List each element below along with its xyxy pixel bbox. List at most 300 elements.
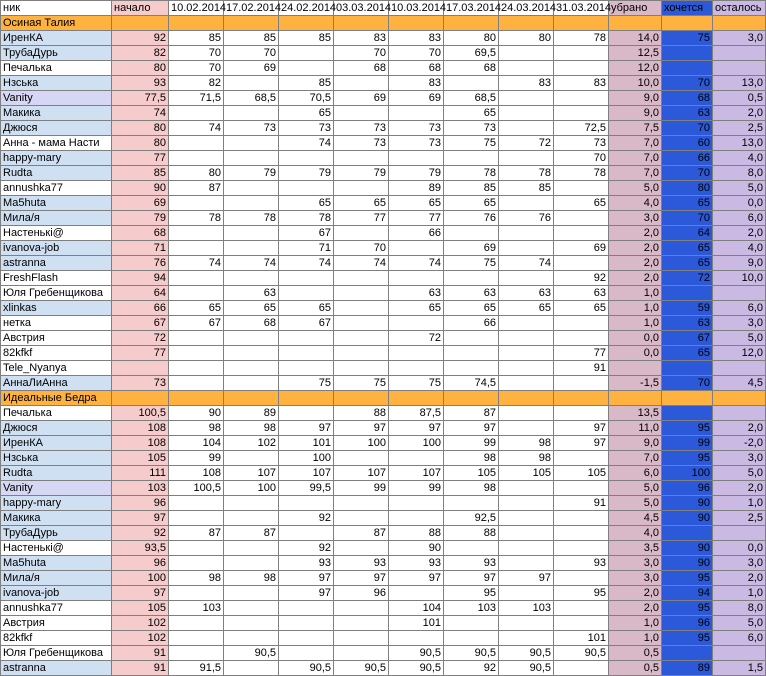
date-cell[interactable]: 90,5 — [279, 661, 334, 676]
date-cell[interactable]: 67 — [169, 316, 224, 331]
date-cell[interactable] — [444, 496, 499, 511]
date-cell[interactable]: 78 — [554, 166, 609, 181]
date-cell[interactable]: 96 — [334, 586, 389, 601]
date-cell[interactable]: 83 — [334, 31, 389, 46]
name-cell[interactable]: annushka77 — [1, 181, 112, 196]
date-cell[interactable]: 78 — [224, 211, 279, 226]
want-cell[interactable]: 70 — [662, 166, 713, 181]
date-cell[interactable]: 73 — [224, 121, 279, 136]
date-cell[interactable]: 65 — [389, 196, 444, 211]
left-cell[interactable]: 6,0 — [713, 211, 766, 226]
date-cell[interactable] — [224, 451, 279, 466]
date-cell[interactable] — [334, 316, 389, 331]
date-cell[interactable]: 71 — [279, 241, 334, 256]
date-cell[interactable]: 105 — [499, 466, 554, 481]
date-cell[interactable] — [224, 271, 279, 286]
date-cell[interactable]: 88 — [389, 526, 444, 541]
header-cell-date[interactable]: 24.02.2014 — [279, 1, 334, 16]
name-cell[interactable]: ИренКА — [1, 31, 112, 46]
date-cell[interactable] — [169, 541, 224, 556]
date-cell[interactable]: 93 — [444, 556, 499, 571]
left-cell[interactable]: 1,0 — [713, 496, 766, 511]
date-cell[interactable]: 99,5 — [279, 481, 334, 496]
date-cell[interactable]: 93 — [334, 556, 389, 571]
date-cell[interactable]: 65 — [554, 196, 609, 211]
date-cell[interactable]: 65 — [169, 301, 224, 316]
date-cell[interactable]: 98 — [224, 571, 279, 586]
date-cell[interactable]: 99 — [444, 436, 499, 451]
name-cell[interactable]: astranna — [1, 661, 112, 676]
date-cell[interactable]: 97 — [334, 421, 389, 436]
date-cell[interactable]: 70 — [334, 46, 389, 61]
start-cell[interactable]: 90 — [112, 181, 169, 196]
start-cell[interactable]: 91 — [112, 646, 169, 661]
date-cell[interactable]: 72 — [389, 331, 444, 346]
left-cell[interactable] — [713, 406, 766, 421]
date-cell[interactable] — [389, 511, 444, 526]
date-cell[interactable] — [279, 616, 334, 631]
date-cell[interactable] — [499, 631, 554, 646]
date-cell[interactable] — [334, 106, 389, 121]
date-cell[interactable] — [389, 451, 444, 466]
want-cell[interactable]: 99 — [662, 436, 713, 451]
want-cell[interactable]: 65 — [662, 256, 713, 271]
header-cell-left[interactable]: осталось — [713, 1, 766, 16]
start-cell[interactable]: 79 — [112, 211, 169, 226]
name-cell[interactable]: Макика — [1, 106, 112, 121]
date-cell[interactable] — [499, 61, 554, 76]
date-cell[interactable]: 87 — [444, 406, 499, 421]
date-cell[interactable]: 75 — [279, 376, 334, 391]
header-cell-date[interactable]: 17.02.2014 — [224, 1, 279, 16]
date-cell[interactable]: 75 — [444, 136, 499, 151]
left-cell[interactable]: 8,0 — [713, 166, 766, 181]
removed-cell[interactable]: 2,0 — [609, 271, 662, 286]
date-cell[interactable] — [389, 631, 444, 646]
left-cell[interactable]: 3,0 — [713, 31, 766, 46]
date-cell[interactable]: 74 — [279, 256, 334, 271]
name-cell[interactable]: Анна - мама Насти — [1, 136, 112, 151]
removed-cell[interactable]: 1,0 — [609, 616, 662, 631]
date-cell[interactable]: 90 — [169, 406, 224, 421]
date-cell[interactable] — [499, 496, 554, 511]
date-cell[interactable]: 97 — [279, 571, 334, 586]
date-cell[interactable] — [169, 361, 224, 376]
date-cell[interactable]: 88 — [334, 406, 389, 421]
date-cell[interactable] — [279, 61, 334, 76]
date-cell[interactable]: 99 — [334, 481, 389, 496]
date-cell[interactable] — [224, 346, 279, 361]
left-cell[interactable]: 3,0 — [713, 316, 766, 331]
name-cell[interactable]: Настенькi@ — [1, 226, 112, 241]
date-cell[interactable] — [279, 406, 334, 421]
removed-cell[interactable]: 4,0 — [609, 526, 662, 541]
date-cell[interactable] — [224, 616, 279, 631]
date-cell[interactable] — [444, 631, 499, 646]
date-cell[interactable]: 87,5 — [389, 406, 444, 421]
date-cell[interactable]: 73 — [279, 121, 334, 136]
want-cell[interactable]: 65 — [662, 196, 713, 211]
date-cell[interactable] — [554, 331, 609, 346]
date-cell[interactable] — [499, 226, 554, 241]
name-cell[interactable]: annushka77 — [1, 601, 112, 616]
date-cell[interactable] — [224, 331, 279, 346]
date-cell[interactable]: 83 — [389, 76, 444, 91]
date-cell[interactable] — [334, 271, 389, 286]
date-cell[interactable]: 91 — [554, 496, 609, 511]
want-cell[interactable]: 63 — [662, 106, 713, 121]
date-cell[interactable]: 65 — [334, 196, 389, 211]
left-cell[interactable]: 13,0 — [713, 136, 766, 151]
date-cell[interactable] — [224, 226, 279, 241]
date-cell[interactable]: 90,5 — [224, 646, 279, 661]
date-cell[interactable] — [499, 46, 554, 61]
date-cell[interactable] — [224, 76, 279, 91]
date-cell[interactable] — [554, 181, 609, 196]
date-cell[interactable]: 90,5 — [554, 646, 609, 661]
date-cell[interactable]: 72,5 — [554, 121, 609, 136]
name-cell[interactable]: Vanity — [1, 481, 112, 496]
date-cell[interactable] — [334, 541, 389, 556]
date-cell[interactable]: 70 — [554, 151, 609, 166]
date-cell[interactable]: 90,5 — [444, 646, 499, 661]
date-cell[interactable]: 95 — [554, 586, 609, 601]
left-cell[interactable] — [713, 361, 766, 376]
removed-cell[interactable]: 6,0 — [609, 466, 662, 481]
start-cell[interactable]: 80 — [112, 121, 169, 136]
date-cell[interactable]: 77 — [334, 211, 389, 226]
want-cell[interactable] — [662, 286, 713, 301]
date-cell[interactable]: 73 — [334, 121, 389, 136]
date-cell[interactable] — [389, 496, 444, 511]
name-cell[interactable]: Печалька — [1, 406, 112, 421]
want-cell[interactable]: 80 — [662, 181, 713, 196]
date-cell[interactable] — [554, 46, 609, 61]
start-cell[interactable]: 100 — [112, 571, 169, 586]
date-cell[interactable] — [279, 346, 334, 361]
date-cell[interactable] — [279, 331, 334, 346]
start-cell[interactable]: 66 — [112, 301, 169, 316]
want-cell[interactable]: 96 — [662, 481, 713, 496]
left-cell[interactable]: 2,0 — [713, 421, 766, 436]
name-cell[interactable]: нетка — [1, 316, 112, 331]
date-cell[interactable]: 107 — [279, 466, 334, 481]
date-cell[interactable] — [334, 301, 389, 316]
removed-cell[interactable]: 3,0 — [609, 571, 662, 586]
date-cell[interactable] — [389, 151, 444, 166]
removed-cell[interactable] — [609, 361, 662, 376]
date-cell[interactable]: 87 — [224, 526, 279, 541]
date-cell[interactable] — [389, 106, 444, 121]
want-cell[interactable]: 64 — [662, 226, 713, 241]
date-cell[interactable]: 63 — [499, 286, 554, 301]
date-cell[interactable] — [279, 286, 334, 301]
start-cell[interactable]: 80 — [112, 61, 169, 76]
date-cell[interactable]: 91 — [554, 361, 609, 376]
header-cell-date[interactable]: 03.03.2014 — [334, 1, 389, 16]
want-cell[interactable]: 95 — [662, 571, 713, 586]
start-cell[interactable]: 74 — [112, 106, 169, 121]
left-cell[interactable] — [713, 646, 766, 661]
date-cell[interactable]: 107 — [389, 466, 444, 481]
date-cell[interactable]: 65 — [279, 301, 334, 316]
date-cell[interactable]: 103 — [499, 601, 554, 616]
date-cell[interactable]: 77 — [389, 211, 444, 226]
date-cell[interactable] — [224, 136, 279, 151]
date-cell[interactable]: 85 — [279, 76, 334, 91]
date-cell[interactable]: 68,5 — [224, 91, 279, 106]
start-cell[interactable]: 91 — [112, 661, 169, 676]
date-cell[interactable] — [444, 76, 499, 91]
want-cell[interactable]: 90 — [662, 496, 713, 511]
date-cell[interactable]: 91,5 — [169, 661, 224, 676]
date-cell[interactable]: 77 — [554, 346, 609, 361]
name-cell[interactable]: Мила/я — [1, 571, 112, 586]
date-cell[interactable] — [224, 106, 279, 121]
date-cell[interactable] — [224, 496, 279, 511]
date-cell[interactable] — [279, 526, 334, 541]
date-cell[interactable]: 92 — [444, 661, 499, 676]
date-cell[interactable] — [279, 181, 334, 196]
start-cell[interactable]: 94 — [112, 271, 169, 286]
start-cell[interactable]: 76 — [112, 256, 169, 271]
date-cell[interactable] — [169, 511, 224, 526]
date-cell[interactable]: 66 — [389, 226, 444, 241]
removed-cell[interactable]: 0,5 — [609, 646, 662, 661]
left-cell[interactable]: 6,0 — [713, 631, 766, 646]
date-cell[interactable]: 95 — [444, 586, 499, 601]
date-cell[interactable]: 99 — [389, 481, 444, 496]
date-cell[interactable]: 98 — [444, 481, 499, 496]
date-cell[interactable] — [389, 586, 444, 601]
removed-cell[interactable]: 2,0 — [609, 601, 662, 616]
section-empty-cell[interactable] — [662, 391, 713, 406]
left-cell[interactable]: 2,0 — [713, 106, 766, 121]
date-cell[interactable] — [499, 361, 554, 376]
date-cell[interactable] — [499, 331, 554, 346]
date-cell[interactable]: 97 — [389, 571, 444, 586]
date-cell[interactable]: 65 — [389, 301, 444, 316]
want-cell[interactable] — [662, 526, 713, 541]
date-cell[interactable] — [554, 616, 609, 631]
date-cell[interactable]: 65 — [444, 196, 499, 211]
date-cell[interactable]: 98 — [224, 421, 279, 436]
date-cell[interactable] — [169, 226, 224, 241]
date-cell[interactable]: 83 — [554, 76, 609, 91]
want-cell[interactable]: 90 — [662, 541, 713, 556]
date-cell[interactable] — [169, 631, 224, 646]
header-cell-start[interactable]: начало — [112, 1, 169, 16]
name-cell[interactable]: ТрубаДурь — [1, 46, 112, 61]
date-cell[interactable]: 63 — [224, 286, 279, 301]
left-cell[interactable] — [713, 46, 766, 61]
want-cell[interactable] — [662, 646, 713, 661]
date-cell[interactable]: 100 — [224, 481, 279, 496]
want-cell[interactable]: 67 — [662, 331, 713, 346]
left-cell[interactable]: 4,0 — [713, 241, 766, 256]
date-cell[interactable]: 74 — [169, 256, 224, 271]
name-cell[interactable]: FreshFlash — [1, 271, 112, 286]
date-cell[interactable]: 98 — [499, 436, 554, 451]
start-cell[interactable]: 93 — [112, 76, 169, 91]
date-cell[interactable]: 79 — [224, 166, 279, 181]
start-cell[interactable]: 102 — [112, 616, 169, 631]
date-cell[interactable]: 89 — [224, 406, 279, 421]
removed-cell[interactable]: 9,0 — [609, 436, 662, 451]
section-empty-cell[interactable] — [224, 16, 279, 31]
date-cell[interactable] — [169, 286, 224, 301]
date-cell[interactable] — [389, 271, 444, 286]
date-cell[interactable]: 69 — [554, 241, 609, 256]
start-cell[interactable]: 108 — [112, 421, 169, 436]
date-cell[interactable] — [499, 556, 554, 571]
date-cell[interactable] — [169, 586, 224, 601]
date-cell[interactable] — [279, 631, 334, 646]
date-cell[interactable] — [554, 406, 609, 421]
want-cell[interactable]: 100 — [662, 466, 713, 481]
date-cell[interactable] — [554, 91, 609, 106]
date-cell[interactable]: 105 — [444, 466, 499, 481]
date-cell[interactable]: 98 — [499, 451, 554, 466]
section-empty-cell[interactable] — [662, 16, 713, 31]
date-cell[interactable] — [169, 136, 224, 151]
removed-cell[interactable]: 1,0 — [609, 631, 662, 646]
date-cell[interactable]: 76 — [444, 211, 499, 226]
removed-cell[interactable]: 1,0 — [609, 301, 662, 316]
name-cell[interactable]: ivanova-job — [1, 241, 112, 256]
date-cell[interactable]: 78 — [279, 211, 334, 226]
date-cell[interactable] — [334, 646, 389, 661]
start-cell[interactable]: 92 — [112, 526, 169, 541]
date-cell[interactable]: 102 — [224, 436, 279, 451]
name-cell[interactable]: Tele_Nyanya — [1, 361, 112, 376]
date-cell[interactable] — [169, 346, 224, 361]
removed-cell[interactable]: -1,5 — [609, 376, 662, 391]
date-cell[interactable]: 93 — [279, 556, 334, 571]
removed-cell[interactable]: 10,0 — [609, 76, 662, 91]
date-cell[interactable]: 74,5 — [444, 376, 499, 391]
start-cell[interactable]: 111 — [112, 466, 169, 481]
left-cell[interactable]: 13,0 — [713, 76, 766, 91]
removed-cell[interactable]: 3,0 — [609, 556, 662, 571]
date-cell[interactable]: 73 — [334, 136, 389, 151]
want-cell[interactable] — [662, 61, 713, 76]
section-empty-cell[interactable] — [444, 16, 499, 31]
date-cell[interactable]: 101 — [279, 436, 334, 451]
start-cell[interactable]: 82 — [112, 46, 169, 61]
date-cell[interactable]: 100 — [389, 436, 444, 451]
removed-cell[interactable]: 2,0 — [609, 586, 662, 601]
start-cell[interactable]: 103 — [112, 481, 169, 496]
name-cell[interactable]: Макика — [1, 511, 112, 526]
date-cell[interactable]: 71,5 — [169, 91, 224, 106]
section-empty-cell[interactable] — [389, 16, 444, 31]
removed-cell[interactable]: 5,0 — [609, 481, 662, 496]
date-cell[interactable]: 80 — [444, 31, 499, 46]
left-cell[interactable]: 2,0 — [713, 226, 766, 241]
removed-cell[interactable]: 5,0 — [609, 181, 662, 196]
name-cell[interactable]: Нзська — [1, 76, 112, 91]
removed-cell[interactable]: 9,0 — [609, 106, 662, 121]
removed-cell[interactable]: 5,0 — [609, 496, 662, 511]
date-cell[interactable]: 63 — [444, 286, 499, 301]
date-cell[interactable]: 97 — [554, 421, 609, 436]
date-cell[interactable] — [279, 46, 334, 61]
date-cell[interactable]: 70 — [334, 241, 389, 256]
name-cell[interactable]: Австрия — [1, 331, 112, 346]
start-cell[interactable]: 71 — [112, 241, 169, 256]
name-cell[interactable]: 82kfkf — [1, 346, 112, 361]
date-cell[interactable]: 90,5 — [334, 661, 389, 676]
date-cell[interactable] — [554, 316, 609, 331]
left-cell[interactable]: 10,0 — [713, 271, 766, 286]
date-cell[interactable]: 75 — [334, 376, 389, 391]
want-cell[interactable]: 70 — [662, 121, 713, 136]
removed-cell[interactable]: 0,5 — [609, 661, 662, 676]
date-cell[interactable] — [444, 331, 499, 346]
date-cell[interactable] — [499, 196, 554, 211]
date-cell[interactable]: 74 — [389, 256, 444, 271]
left-cell[interactable]: 5,0 — [713, 616, 766, 631]
name-cell[interactable]: Печалька — [1, 61, 112, 76]
date-cell[interactable]: 101 — [389, 616, 444, 631]
date-cell[interactable] — [334, 181, 389, 196]
date-cell[interactable] — [334, 451, 389, 466]
date-cell[interactable] — [334, 76, 389, 91]
date-cell[interactable]: 93 — [554, 556, 609, 571]
left-cell[interactable]: -2,0 — [713, 436, 766, 451]
name-cell[interactable]: 82kfkf — [1, 631, 112, 646]
header-cell-date[interactable]: 10.02.2014 — [169, 1, 224, 16]
removed-cell[interactable]: 2,0 — [609, 256, 662, 271]
date-cell[interactable] — [169, 106, 224, 121]
date-cell[interactable] — [554, 211, 609, 226]
date-cell[interactable] — [334, 616, 389, 631]
date-cell[interactable] — [554, 541, 609, 556]
date-cell[interactable] — [334, 601, 389, 616]
date-cell[interactable] — [389, 346, 444, 361]
date-cell[interactable]: 78 — [169, 211, 224, 226]
date-cell[interactable]: 97 — [389, 421, 444, 436]
left-cell[interactable]: 5,0 — [713, 331, 766, 346]
want-cell[interactable]: 68 — [662, 91, 713, 106]
left-cell[interactable]: 2,0 — [713, 481, 766, 496]
date-cell[interactable] — [279, 271, 334, 286]
date-cell[interactable] — [389, 361, 444, 376]
header-cell-date[interactable]: 24.03.2014 — [499, 1, 554, 16]
removed-cell[interactable]: 7,0 — [609, 151, 662, 166]
date-cell[interactable]: 79 — [334, 166, 389, 181]
removed-cell[interactable]: 14,0 — [609, 31, 662, 46]
date-cell[interactable]: 63 — [554, 286, 609, 301]
date-cell[interactable] — [499, 106, 554, 121]
date-cell[interactable]: 104 — [389, 601, 444, 616]
date-cell[interactable]: 73 — [389, 121, 444, 136]
name-cell[interactable]: ТрубаДурь — [1, 526, 112, 541]
name-cell[interactable]: Rudta — [1, 466, 112, 481]
date-cell[interactable]: 65 — [224, 301, 279, 316]
date-cell[interactable]: 68 — [444, 61, 499, 76]
section-empty-cell[interactable] — [713, 16, 766, 31]
date-cell[interactable]: 98 — [169, 421, 224, 436]
date-cell[interactable]: 65 — [444, 106, 499, 121]
removed-cell[interactable]: 2,0 — [609, 226, 662, 241]
date-cell[interactable]: 68,5 — [444, 91, 499, 106]
removed-cell[interactable]: 4,0 — [609, 196, 662, 211]
date-cell[interactable]: 67 — [279, 316, 334, 331]
removed-cell[interactable]: 13,5 — [609, 406, 662, 421]
name-cell[interactable]: happy-mary — [1, 151, 112, 166]
